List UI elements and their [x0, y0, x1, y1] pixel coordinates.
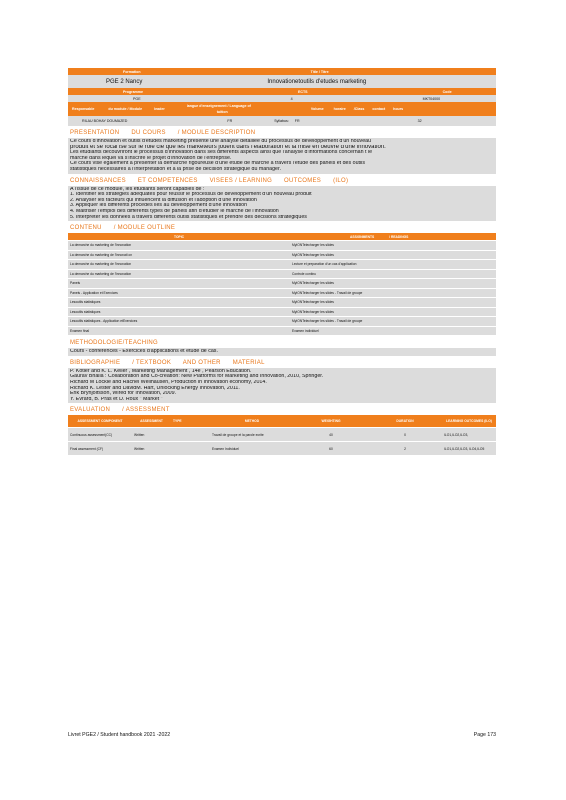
ects-value: 4 [290, 96, 293, 101]
component-column-header: ASSESSMENT COMPONENT [68, 415, 132, 428]
method-cell: Travail de groupe et la parole ecrite [210, 428, 294, 442]
assignment-cell: MyIONTelecharger les slides - Travail de groupe [290, 288, 496, 298]
evaluation-header-row [68, 415, 496, 428]
bibliography-line: Erik Brynjolfsson, Wired for Innovation, 2009. [70, 391, 176, 397]
outcomes-line: 5. Interpreter les donnees a travers differents outils statistiques et prendre des decisions strategiques [70, 214, 307, 220]
table-row [68, 288, 496, 298]
ilo-cell: ILO1,ILO2,ILO3, [442, 428, 496, 442]
duration-cell: 0 [368, 428, 442, 442]
outcomes-heading [70, 178, 496, 184]
hours-label: hours [393, 107, 404, 111]
assignment-cell: Controle continu [290, 269, 496, 279]
outline-table [68, 233, 496, 336]
footer-handbook-label: Livret PGE2 / Student handbook 2021 -2022 [68, 732, 171, 738]
outcomes-heading-part: OUTCOMES [284, 177, 322, 184]
page-number: Page 173 [473, 732, 496, 738]
outline-header-row [68, 233, 496, 241]
programme-value: PGE [133, 96, 141, 101]
assignment-cell: MyIONTelecharger les slides [290, 250, 496, 260]
header-row-program [68, 75, 496, 88]
presentation-line: Ce cours vise egalement a presenter la demarche rigoureuse d'une etude de marche a travers l'etude des panels et des outils [70, 161, 365, 167]
assignment-cell: Lecture et preparation d'un cas d'application [290, 260, 496, 270]
header-row-formation [68, 68, 496, 75]
formation-label: Formation [123, 69, 141, 74]
topic-cell: La demarche du marketing de l'innovati on [68, 250, 290, 260]
outcomes-text [68, 186, 496, 222]
course-sheet [68, 68, 496, 456]
topic-cell: La demarche du marketing de l'innovation [68, 260, 290, 270]
assessment-column-header: ASSESSMENT [132, 415, 171, 428]
bibliography-line: P. Kotler and K. L. Keller , Marketing Management , 14e , Pearson Education. [70, 368, 252, 374]
outline-heading [70, 225, 496, 231]
weighting-column-header: WEIGHTING [294, 415, 368, 428]
topic-cell: Lesoutils statistiques - Application etExercices [68, 317, 290, 327]
assignments-column-header [290, 233, 496, 241]
page-footer [68, 732, 496, 738]
presentation-line: marche dans lequel va s'inscrire le projet d'innovation de l'entreprise. [70, 155, 232, 161]
ects-label: ECTS [297, 89, 308, 94]
ilo-column-header: LEARNING OUTCOMES (ILO) [442, 415, 496, 428]
topic-cell: Panels [68, 279, 290, 289]
outcomes-heading-part: (ILO) [333, 177, 349, 184]
outcomes-heading-part: CONNAISSANCES [70, 177, 126, 184]
evaluation-table [68, 415, 496, 456]
duration-cell: 2 [368, 442, 442, 456]
header-row-responsable-values [68, 116, 496, 126]
evaluation-heading [70, 407, 496, 413]
table-row [68, 307, 496, 317]
type-cell: Written [132, 442, 210, 456]
outcomes-line: 3. Appliquer les differents procedes lies au developpement d'une innovation [70, 203, 248, 209]
bibliography-line: Richard M Lockie and Rachel Wellhausen, Production in Innovation economy, 2014. [70, 379, 267, 385]
duration-column-header: DURATION [368, 415, 442, 428]
language-label [187, 103, 251, 115]
bibliography-line: Richard K. Lester and DavidM. Hart, Unlocking Energy Innovation, 2011. [70, 385, 240, 391]
assignment-cell: MyIONTelecharger les slides [290, 298, 496, 308]
topic-column-header: TOPIC [68, 233, 290, 241]
programme-label: Programme [123, 89, 143, 94]
table-row [68, 442, 496, 456]
weighting-cell: 60 [294, 442, 368, 456]
course-title: Innovationetoutils d'etudes marketing [267, 78, 367, 85]
header-row-programme-labels [68, 88, 496, 95]
syllabus-value: FR [294, 119, 300, 123]
methodology-heading-part: METHODOLOGIE/TEACHING [70, 340, 158, 347]
outcomes-heading-part: ET COMPETENCES [137, 177, 198, 184]
responsable-label: Responsable [72, 107, 95, 111]
table-row [68, 269, 496, 279]
method-cell: Examen Individuel [210, 442, 294, 456]
topic-cell: Panels - Application et Exercices [68, 288, 290, 298]
presentation-line: statistiques necessaires a l'interpretation et a la prise de decision strategique du manager. [70, 166, 281, 172]
table-row [68, 298, 496, 308]
bibliography-heading-part: MATERIAL [232, 359, 265, 366]
horaire-label: horaire [333, 107, 346, 111]
hours-value: 32 [417, 119, 422, 123]
topic-cell: La demarche du marketing de l'innovation [68, 241, 290, 251]
presentation-heading-part: DU COURS [131, 130, 166, 136]
header-row-responsable-labels [68, 102, 496, 116]
ilo-cell: ILO1,ILO2,ILO3, ILO4,ILO5 [442, 442, 496, 456]
outcomes-line: 4. Maitriser l'emploi des differents types de panels afin d'etudier le marche de l'innovation [70, 208, 279, 214]
table-row [68, 250, 496, 260]
assignment-cell: MyIONTelecharger les slides [290, 241, 496, 251]
weighting-cell: 40 [294, 428, 368, 442]
contact-label: contact [372, 107, 386, 111]
bibliography-heading [70, 360, 496, 366]
table-row [68, 241, 496, 251]
class-label: /Class [353, 107, 365, 111]
table-row [68, 279, 496, 289]
language-label-line1: langue d'enseignement / Language of [186, 104, 251, 108]
outline-heading-part: CONTENU [70, 225, 102, 232]
topic-cell: La demarche du marketing de l'innovation [68, 269, 290, 279]
module-label: du module / Module [108, 107, 143, 111]
evaluation-heading-part: / ASSESSMENT [122, 407, 170, 414]
method-column-header: METHOD [210, 415, 294, 428]
outcomes-line: 2. Analyser les facteurs qui influencent la diffusion et l'adoption d'une innovation [70, 197, 257, 203]
bibliography-heading-part: / TEXTBOOK [132, 359, 172, 366]
table-row [68, 428, 496, 442]
presentation-line: produit et se focal ise sur le role cle que les marketeurs jouent dans l'elaboration et la mise en oeuvre d'une innovation. [70, 144, 386, 150]
presentation-heading-part: PRESENTATION [70, 130, 120, 136]
language-label-line2: tuition [216, 110, 228, 114]
evaluation-heading-part: EVALUATION [70, 407, 111, 414]
outcomes-line: 1. Identifier les strategies adequates pour reussir le processus de developpement d'un nouveau produit [70, 192, 312, 198]
topic-cell: Lesoutils statistiques [68, 298, 290, 308]
assignment-cell: MyIONTelecharger les slides - Travail de groupe [290, 317, 496, 327]
readings-label: / READINGS [389, 234, 409, 239]
assignment-cell: MyIONTelecharger les slides [290, 307, 496, 317]
bibliography-heading-part: AND OTHER [182, 359, 221, 366]
table-row [68, 326, 496, 336]
syllabus-label: Syllabus: [274, 119, 289, 123]
assignment-cell: Examen individuel [290, 326, 496, 336]
presentation-line: Les etudiants decouvriront le processus d'innovation dans ses differents aspects ainsi que l'analyse d'informations concernan t le [70, 150, 373, 156]
outcomes-heading-part: VISEES / LEARNING [209, 177, 273, 184]
volume-label: Volume [310, 107, 324, 111]
header-row-programme-values [68, 95, 496, 102]
table-row [68, 317, 496, 327]
presentation-text [68, 138, 496, 174]
outcomes-line: A l'issue de ce module, les etudiants seront capables de : [70, 186, 205, 192]
topic-cell: Lesoutils statistiques [68, 307, 290, 317]
code-label: Code [442, 89, 452, 94]
assignment-cell: MyIONTelecharger les slides [290, 279, 496, 289]
component-cell: Continuous assessment(CC) [68, 428, 132, 442]
outline-heading-part: / MODULE OUTLINE [113, 225, 176, 232]
leader-label: leader [154, 107, 165, 111]
component-cell: Final assessment (CF) [68, 442, 132, 456]
title-label: Title / Titre [310, 69, 329, 74]
type-column-header: TYPE [171, 415, 210, 428]
type-cell: Written [132, 428, 210, 442]
methodology-text [68, 348, 496, 356]
assignments-label: ASSIGNMENTS [350, 234, 375, 239]
methodology-heading [70, 340, 496, 346]
leader-name: RILAU BOHAY DOUMAZED [82, 119, 128, 123]
presentation-line: Ce cours d'innovation et outils d'etudes marketing presente une analyse detaillee du processus de developpement d'un nouveau [70, 139, 372, 144]
bibliography-line: Gaurav Bhalla : Collaboration and Co-creation: New Platforms for Marketing and Innovation, 2010, Springer. [70, 374, 324, 380]
methodology-line: Cours - conferences - Exercices d'applications et etude de cas. [70, 349, 218, 355]
program-name: PGE 2 Nancy [106, 78, 143, 85]
language-value: FR [227, 119, 233, 123]
table-row [68, 260, 496, 270]
bibliography-line: Y. Evrard, B. Pras et D. Roux " Market " [70, 396, 163, 402]
presentation-heading-part: / MODULE DESCRIPTION [177, 130, 256, 136]
code-value: MKT04000 [422, 96, 441, 101]
bibliography-text [68, 368, 496, 404]
presentation-heading [70, 130, 496, 136]
topic-cell: Examen final [68, 326, 290, 336]
bibliography-heading-part: BIBLIOGRAPHIE [70, 359, 121, 366]
